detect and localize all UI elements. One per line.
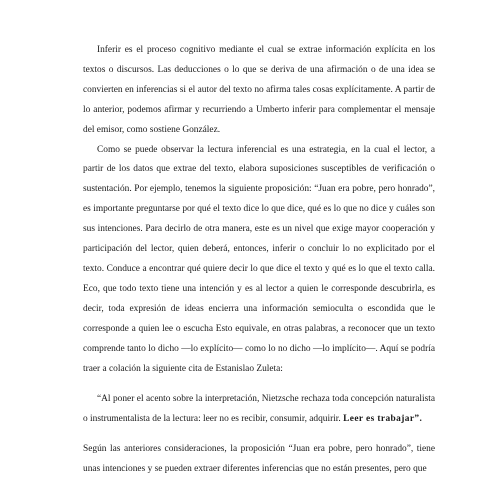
document-body — [83, 41, 435, 480]
paragraph-lectura-inferencial: Como se puede observar la lectura inferencial es una estrategia, en la cual el lector, a partir de los datos que extrae del texto, elabora suposiciones susceptibles de verificación o sustentación. Por ejemplo, tenemos la siguiente proposición: “Juan era pobre, pero honrado”, es importante preguntarse por qué el texto dice lo que dice, qué es lo que no dice y cuáles son sus intenciones. Para decirlo de otra manera, este es un nivel que exige mayor cooperación y participación del lector, quien deberá, entonces, inferir o concluir lo no explicitado por el texto. Conduce a encontrar qué quiere decir lo que dice el texto y qué es lo que el texto calla. Eco, que todo texto tiene una intención y es al lector a quien le corresponde descubrirla, es decir, toda expresión de ideas encierra una información semioculta o escondida que le corresponde a quien lee o escucha Esto equivale, en otras palabras, a reconocer que un texto comprende tanto lo dicho —lo explícito— como lo no dicho —lo implícito—. Aquí se podría traer a colación la siguiente cita de Estanislao Zuleta: — [83, 144, 435, 374]
quote-text: “Al poner el acento sobre la interpretación, Nietzsche rechaza toda concepción naturalista o instrumentalista de la lectura: leer no es recibir, consumir, adquirir. — [83, 394, 435, 425]
quote-bold-text: Leer es trabajar”. — [343, 414, 423, 425]
paragraph-inferir: Inferir es el proceso cognitivo mediante el cual se extrae información explícita en los textos o discursos. Las deducciones o lo que se deriva de una afirmación o de una idea se convierten en inferencias si el autor del texto no afirma tales cosas explícitamente. A partir de lo anterior, podemos afirmar y recurriendo a Umberto inferir para complementar el mensaje del emisor, como sostiene González. — [83, 45, 435, 135]
paragraph-consideraciones: Según las anteriores consideraciones, la proposición “Juan era pobre, pero honrado”, tiene unas intenciones y se pueden extraer diferentes inferencias que no están presentes, pero que — [83, 444, 435, 475]
quote-zuleta — [83, 390, 435, 430]
